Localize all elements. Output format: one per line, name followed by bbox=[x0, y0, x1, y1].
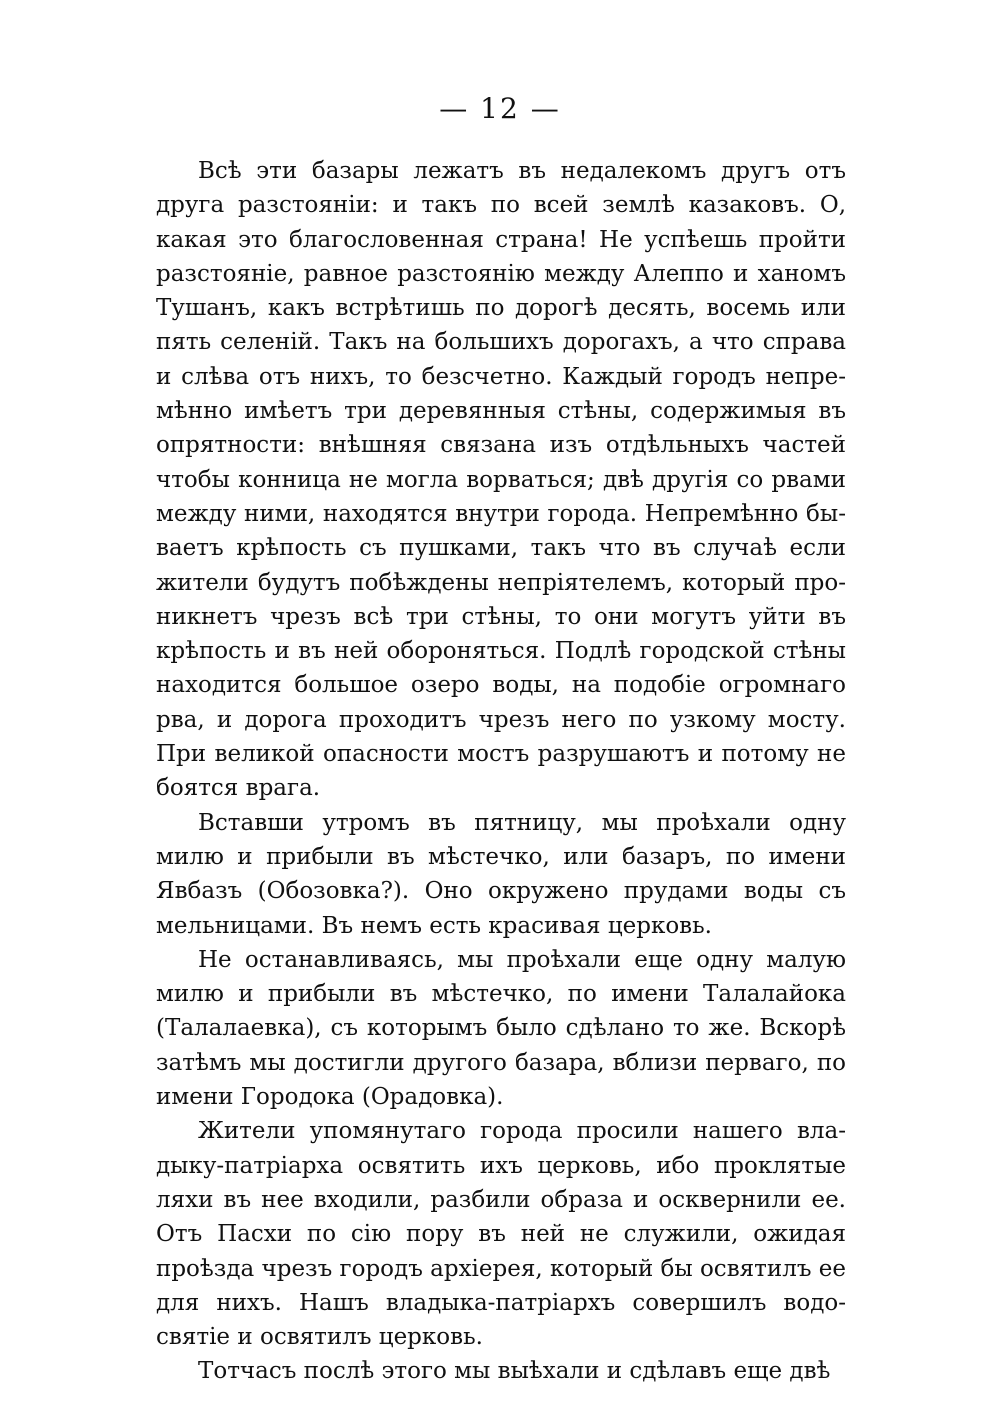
body-text bbox=[156, 154, 846, 1389]
paragraph: Тотчасъ послѣ этого мы выѣхали и сдѣлавъ еще двѣ bbox=[198, 1358, 831, 1385]
paragraph: Не останавливаясь, мы проѣхали еще одну малую милю и прибыли въ мѣстечко, по имени Талалайока (Талалаевка), съ которымъ было сдѣлано то же. Вскорѣ затѣмъ мы достигли другого базара, вблизи перваго, по имени Городока (Орадовка). bbox=[156, 946, 846, 1111]
paragraph: Жители упомянутаго города просили нашего владыку-патріарха освятить ихъ церковь, ибо проклятые ляхи въ нее входили, разбили образа и осквернили ее. Отъ Пасхи по сію пору въ ней не служили, ожидая проѣзда чрезъ городъ архіерея, который бы освятилъ ее для нихъ. Нашъ владыка-патріархъ совершилъ водосвятіе и освятилъ церковь. bbox=[156, 1118, 846, 1351]
page-number: — 12 — bbox=[439, 92, 561, 125]
paragraph: Всѣ эти базары лежатъ въ недалекомъ другъ отъ друга разстояніи: и такъ по всей землѣ казаковъ. О, какая это благословенная страна! Не успѣешь пройти разстояніе, равное разстоянію между Алеппо и ханомъ Тушанъ, какъ встрѣтишь по дорогѣ десять, восемь или пять селеній. Такъ на большихъ дорогахъ, а что справа и слѣва отъ нихъ, то безсчетно. Каждый городъ непремѣнно имѣетъ три деревянныя стѣны, содержимыя въ опрятности: внѣшняя связана изъ отдѣльныхъ частей чтобы конница не могла ворваться; двѣ другія со рвами между ними, находятся внутри города. Непремѣнно бываетъ крѣпость съ пушками, такъ что въ случаѣ если жители будутъ побѣждены непріятелемъ, который проникнетъ чрезъ всѣ три стѣны, то они могутъ уйти въ крѣпость и въ ней обороняться. Подлѣ городской стѣны находится большое озеро воды, на подобіе огромнаго рва, и дорога проходитъ чрезъ него по узкому мосту. При великой опасности мостъ разрушаютъ и потому не боятся врага. bbox=[156, 158, 846, 802]
paragraph: Вставши утромъ въ пятницу, мы проѣхали одну милю и прибыли въ мѣстечко, или базаръ, по имени Явбазъ (Обозовка?). Оно окружено прудами воды съ мельницами. Въ немъ есть красивая церковь. bbox=[156, 809, 846, 939]
